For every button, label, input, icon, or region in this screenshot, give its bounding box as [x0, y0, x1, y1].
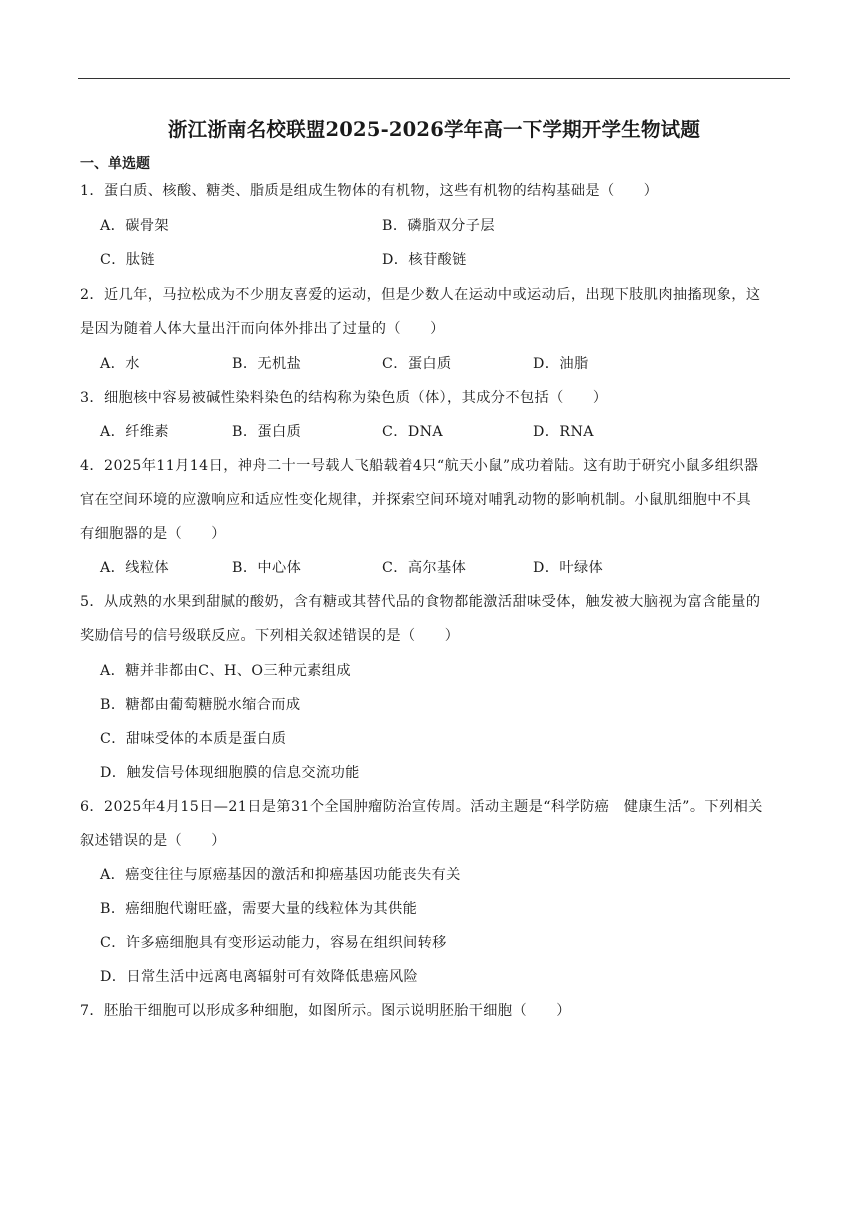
question-3-option-a: A．纤维素: [100, 424, 169, 440]
question-2-option-c: C．蛋白质: [382, 356, 452, 372]
question-4-option-c: C．高尔基体: [382, 560, 467, 576]
question-4-stem-line-3: 有细胞器的是（ ）: [80, 526, 226, 542]
question-5-option-c: C．甜味受体的本质是蛋白质: [100, 731, 287, 747]
question-5-option-b: B．糖都由葡萄糖脱水缩合而成: [100, 697, 301, 713]
question-4-stem-line-2: 官在空间环境的应激响应和适应性变化规律，并探索空间环境对哺乳动物的影响机制。小鼠肌细胞中不具: [80, 492, 752, 508]
question-1-stem: 1．蛋白质、核酸、糖类、脂质是组成生物体的有机物，这些有机物的结构基础是（ ）: [80, 183, 659, 199]
question-6-option-c: C．许多癌细胞具有变形运动能力，容易在组织间转移: [100, 935, 447, 951]
question-6-stem-line-2: 叙述错误的是（ ）: [80, 833, 226, 849]
question-2-option-d: D．油脂: [533, 356, 589, 372]
question-2-stem-line-2: 是因为随着人体大量出汗而向体外排出了过量的（ ）: [80, 321, 445, 337]
question-6-stem-line-1: 6．2025年4月15日—21日是第31个全国肿瘤防治宣传周。活动主题是“科学防癌 健康生活”。下列相关: [80, 799, 763, 815]
question-7-stem: 7．胚胎干细胞可以形成多种细胞，如图所示。图示说明胚胎干细胞（ ）: [80, 1003, 571, 1019]
question-6-option-d: D．日常生活中远离电离辐射可有效降低患癌风险: [100, 969, 419, 985]
question-2-stem-line-1: 2．近几年，马拉松成为不少朋友喜爱的运动，但是少数人在运动中或运动后，出现下肢肌肉抽搐现象，这: [80, 287, 761, 303]
question-5-stem-line-1: 5．从成熟的水果到甜腻的酸奶，含有糖或其替代品的食物都能激活甜味受体，触发被大脑视为富含能量的: [80, 594, 761, 610]
question-3-stem: 3．细胞核中容易被碱性染料染色的结构称为染色质（体），其成分不包括（ ）: [80, 390, 608, 406]
question-5-option-d: D．触发信号体现细胞膜的信息交流功能: [100, 765, 360, 781]
question-1-option-a: A．碳骨架: [100, 218, 169, 234]
question-2-option-a: A．水: [100, 356, 140, 372]
question-4-option-a: A．线粒体: [100, 560, 169, 576]
header-rule: [78, 78, 790, 79]
question-4-stem-line-1: 4．2025年11月14日，神舟二十一号载人飞船载着4只“航天小鼠”成功着陆。这有助于研究小鼠多组织器: [80, 458, 759, 474]
document-title: 浙江浙南名校联盟2025-2026学年高一下学期开学生物试题: [167, 118, 701, 141]
question-6-option-b: B．癌细胞代谢旺盛，需要大量的线粒体为其供能: [100, 901, 418, 917]
question-1-option-c: C．肽链: [100, 252, 156, 268]
question-1-option-d: D．核苷酸链: [382, 252, 467, 268]
question-5-stem-line-2: 奖励信号的信号级联反应。下列相关叙述错误的是（ ）: [80, 628, 460, 644]
question-1-option-b: B．磷脂双分子层: [382, 218, 495, 234]
question-3-option-b: B．蛋白质: [232, 424, 302, 440]
question-4-option-b: B．中心体: [232, 560, 302, 576]
question-4-option-d: D．叶绿体: [533, 560, 604, 576]
question-6-option-a: A．癌变往往与原癌基因的激活和抑癌基因功能丧失有关: [100, 867, 461, 883]
question-3-option-c: C．DNA: [382, 424, 444, 440]
section-heading: 一、单选题: [80, 156, 150, 172]
question-2-option-b: B．无机盐: [232, 356, 302, 372]
question-5-option-a: A．糖并非都由C、H、O三种元素组成: [100, 663, 351, 679]
question-3-option-d: D．RNA: [533, 424, 594, 440]
